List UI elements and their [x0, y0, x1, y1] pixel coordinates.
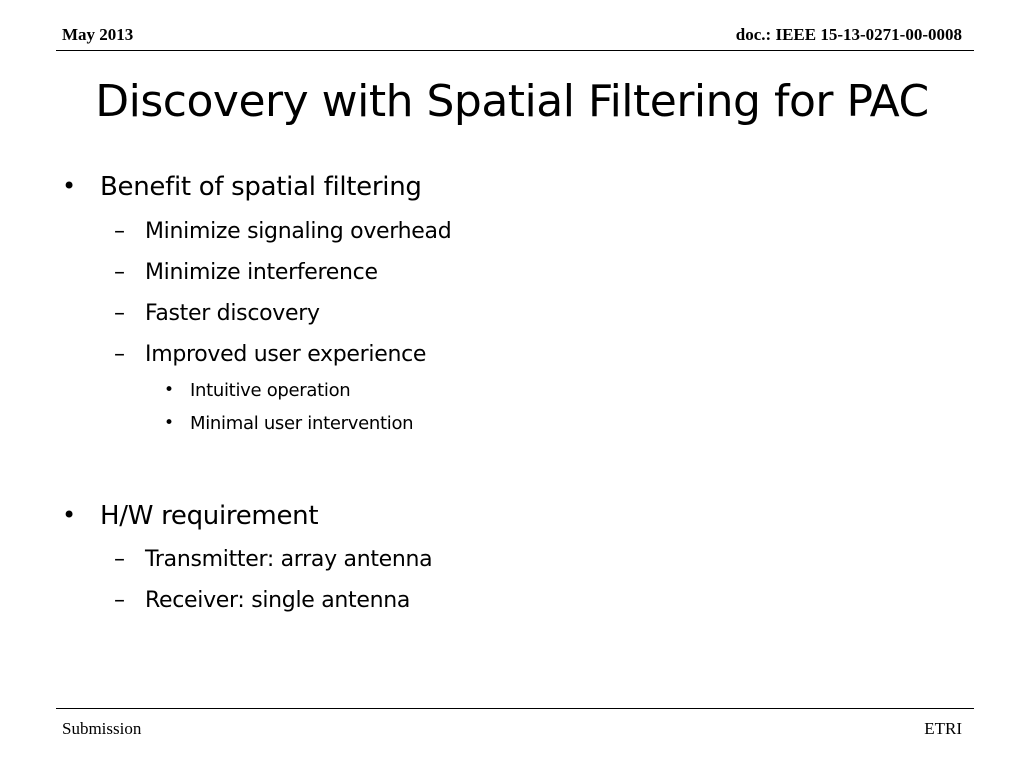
bullet-marker: • — [62, 501, 77, 529]
header-rule — [56, 50, 974, 51]
dash-marker: – — [114, 547, 125, 572]
header-doc-id: doc.: IEEE 15-13-0271-00-0008 — [735, 25, 962, 44]
dash-marker: – — [114, 260, 125, 285]
dash-marker: – — [114, 342, 125, 367]
sub-bullet-user-experience: Improved user experience — [145, 342, 427, 367]
header-date: May 2013 — [62, 25, 134, 44]
bullet-hw-requirement: H/W requirement — [100, 501, 319, 531]
sub-sub-bullet-intuitive: Intuitive operation — [190, 380, 351, 401]
bullet-marker: • — [62, 172, 77, 200]
sub-bullet-faster-discovery: Faster discovery — [145, 301, 320, 326]
sub-bullet-receiver: Receiver: single antenna — [145, 588, 411, 613]
small-bullet-marker: • — [164, 413, 175, 433]
footer-submission: Submission — [62, 719, 142, 738]
sub-bullet-transmitter: Transmitter: array antenna — [145, 547, 433, 572]
sub-bullet-signaling: Minimize signaling overhead — [145, 219, 452, 244]
bullet-benefit: Benefit of spatial filtering — [100, 172, 422, 202]
sub-bullet-interference: Minimize interference — [145, 260, 378, 285]
small-bullet-marker: • — [164, 380, 175, 400]
dash-marker: – — [114, 588, 125, 613]
sub-sub-bullet-minimal: Minimal user intervention — [190, 413, 414, 434]
dash-marker: – — [114, 301, 125, 326]
footer-rule — [56, 708, 974, 709]
slide-title: Discovery with Spatial Filtering for PAC — [95, 76, 929, 127]
footer-org: ETRI — [924, 719, 962, 738]
dash-marker: – — [114, 219, 125, 244]
